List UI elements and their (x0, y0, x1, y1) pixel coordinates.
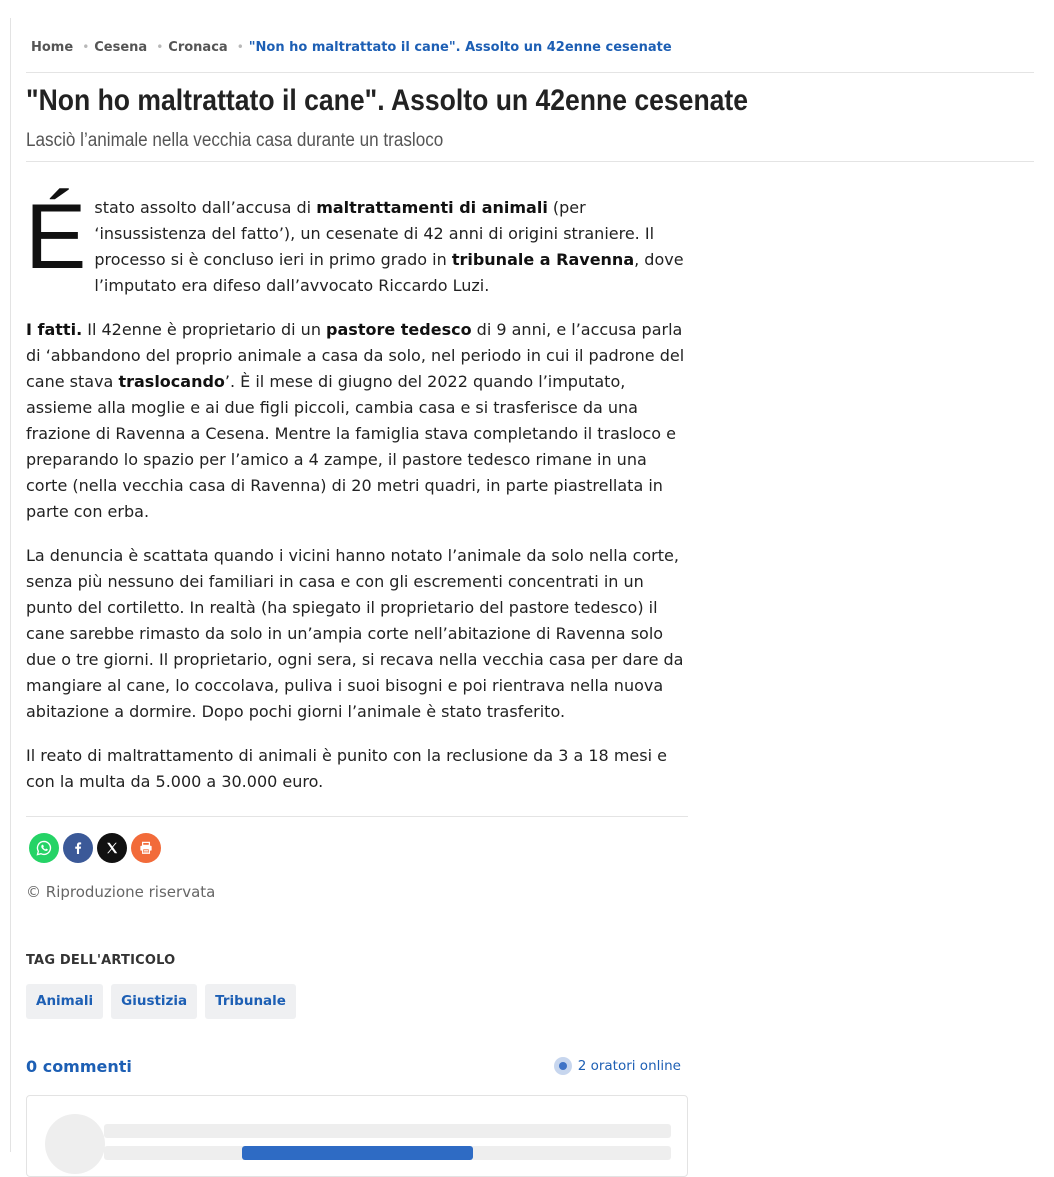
text-run: , dove l’imputato era difeso dall’avvocato Riccardo Luzi. (94, 250, 684, 295)
bold-text: I fatti. (26, 320, 83, 339)
bold-text: traslocando (118, 372, 225, 391)
facebook-share-button[interactable] (63, 833, 93, 863)
share-divider (26, 816, 688, 817)
breadcrumb-separator: • (82, 40, 90, 54)
article-paragraph (25, 186, 688, 299)
text-run: stato assolto dall’accusa di (94, 198, 317, 217)
tag-animali[interactable]: Animali (26, 984, 103, 1019)
bold-text: tribunale a Ravenna (451, 250, 635, 269)
text-run: (per ‘insussistenza del fatto’), un cesenate di 42 anni di origini straniere. Il processo si è concluso ieri in primo grado in (94, 198, 655, 269)
skeleton-line (104, 1124, 671, 1138)
online-dot-icon (554, 1057, 572, 1075)
article-body (25, 186, 688, 813)
skeleton-progress (242, 1146, 473, 1160)
bold-text: maltrattamenti di animali (316, 198, 548, 217)
breadcrumb-home[interactable]: Home (31, 39, 74, 55)
print-button[interactable] (131, 833, 161, 863)
article-paragraph (26, 317, 688, 525)
x-share-button[interactable] (97, 833, 127, 863)
breadcrumb-cronaca[interactable]: Cronaca (168, 39, 228, 55)
breadcrumb (31, 37, 672, 57)
whatsapp-icon (35, 839, 53, 857)
article-subtitle: Lasciò l’animale nella vecchia casa durante un trasloco (26, 130, 444, 151)
avatar-placeholder (45, 1114, 105, 1174)
article-paragraph: Il reato di maltrattamento di animali è punito con la reclusione da 3 a 18 mesi e con la multa da 5.000 a 30.000 euro. (26, 746, 667, 791)
text-run: di 9 anni, e l’accusa parla di ‘abbandono del proprio animale a casa da solo, nel periodo in cui il padrone del cane stava (26, 320, 685, 391)
breadcrumb-cesena[interactable]: Cesena (94, 39, 148, 55)
tag-giustizia[interactable]: Giustizia (111, 984, 197, 1019)
bold-text: pastore tedesco (326, 320, 472, 339)
tag-tribunale[interactable]: Tribunale (205, 984, 296, 1019)
online-count: 2 oratori online (577, 1058, 681, 1074)
tags-heading: TAG DELL'ARTICOLO (26, 953, 176, 968)
subtitle-divider (26, 161, 1034, 162)
print-icon (137, 839, 155, 857)
page-left-border (10, 18, 11, 1152)
text-run: ’. È il mese di giugno del 2022 quando l’imputato, assieme alla moglie e ai due figli piccoli, cambia casa e si trasferisce da una frazione di Ravenna a Cesena. Mentre la famiglia stava completando il trasloco e preparando lo spazio per l’amico a 4 zampe, il pastore tedesco rimane in una corte (nella vecchia casa di Ravenna) di 20 metri quadri, in parte piastrellata in parte con erba. (26, 372, 676, 521)
tags-list (26, 984, 296, 1019)
x-icon (103, 839, 121, 857)
article-paragraph: La denuncia è scattata quando i vicini hanno notato l’animale da solo nella corte, senza più nessuno dei familiari in casa e con gli escrementi concentrati in un punto del cortiletto. In realtà (ha spiegato il proprietario del pastore tedesco) il cane sarebbe rimasto da solo in un’ampia corte nell’abitazione di Ravenna solo due o tre giorni. Il proprietario, ogni sera, si recava nella vecchia casa per dare da mangiare al cane, lo coccolava, puliva i suoi bisogni e poi rientrava nella nuova abitazione a dormire. Dopo pochi giorni l’animale è stato trasferito. (26, 546, 684, 721)
text-run: Il 42enne è proprietario di un (82, 320, 327, 339)
drop-cap: É (25, 186, 87, 288)
comments-count[interactable]: 0 commenti (26, 1057, 132, 1076)
copyright-notice: © Riproduzione riservata (26, 883, 216, 901)
article-title: "Non ho maltrattato il cane". Assolto un 42enne cesenate (26, 84, 749, 117)
facebook-icon (69, 839, 87, 857)
share-bar (29, 833, 161, 863)
breadcrumb-separator: • (156, 40, 164, 54)
comment-box-skeleton (26, 1095, 688, 1177)
online-indicator (554, 1057, 681, 1075)
breadcrumb-separator: • (236, 40, 244, 54)
breadcrumb-current[interactable]: "Non ho maltrattato il cane". Assolto un 42enne cesenate (248, 39, 672, 55)
header-divider (26, 72, 1034, 73)
whatsapp-share-button[interactable] (29, 833, 59, 863)
